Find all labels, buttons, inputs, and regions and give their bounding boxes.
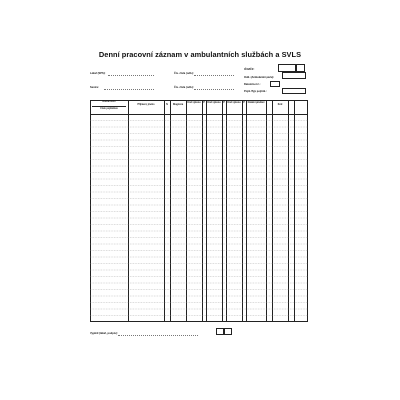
footer-signature-line[interactable] (118, 335, 198, 336)
footer-label-vyplnil: Vyplnil (lékař, podpis): (90, 332, 118, 335)
col-header-ostatni: Ostatní předání (247, 102, 265, 104)
col-header-kod-vykonu-3: Kód výkonu (227, 102, 241, 104)
form-title: Denní pracovní záznam v ambulantních službách a SVLS (98, 50, 302, 59)
field-label-cislo-odb-1: Čís. čísla (odb.): (174, 72, 195, 75)
col-header-n: N (166, 104, 168, 106)
col-header-rodne-cislo: Rodné číslo (102, 101, 116, 103)
field-label-ico: IČO/IČZ: (244, 68, 255, 71)
field-label-datum: Datum/Let č.: (244, 83, 261, 86)
footer-box-1[interactable] (216, 328, 224, 335)
col-header-prijmeni: Příjmení, jméno (137, 104, 155, 106)
field-label-sestra: Sestra: (90, 86, 99, 89)
field-label-pojistovna: Pojiš./Typ pojiště.: (244, 90, 267, 93)
col-header-cislo-pojistence: Číslo pojištěnce (100, 108, 118, 110)
col-header-p1: P (203, 102, 205, 104)
col-header-diagnoza: Diagnóza (172, 104, 184, 106)
col-header-kod-vykonu-2: Kód výkonu (207, 102, 221, 104)
footer-box-2[interactable] (224, 328, 232, 335)
col-header-p3: P (243, 102, 245, 104)
col-header-p2: P (223, 102, 225, 104)
table-row-lines (82, 40, 318, 362)
field-label-odd: Odd. (Ambulantní péče): (244, 76, 275, 79)
field-label-cislo-odb-2: Čís. čísla (odb.): (174, 86, 195, 89)
col-header-kod: Kód (277, 104, 283, 106)
field-label-lekar: Lékař (SPS): (90, 72, 106, 75)
col-header-kod-vykonu-1: Kód výkonu (187, 102, 201, 104)
form-sheet (82, 40, 318, 362)
